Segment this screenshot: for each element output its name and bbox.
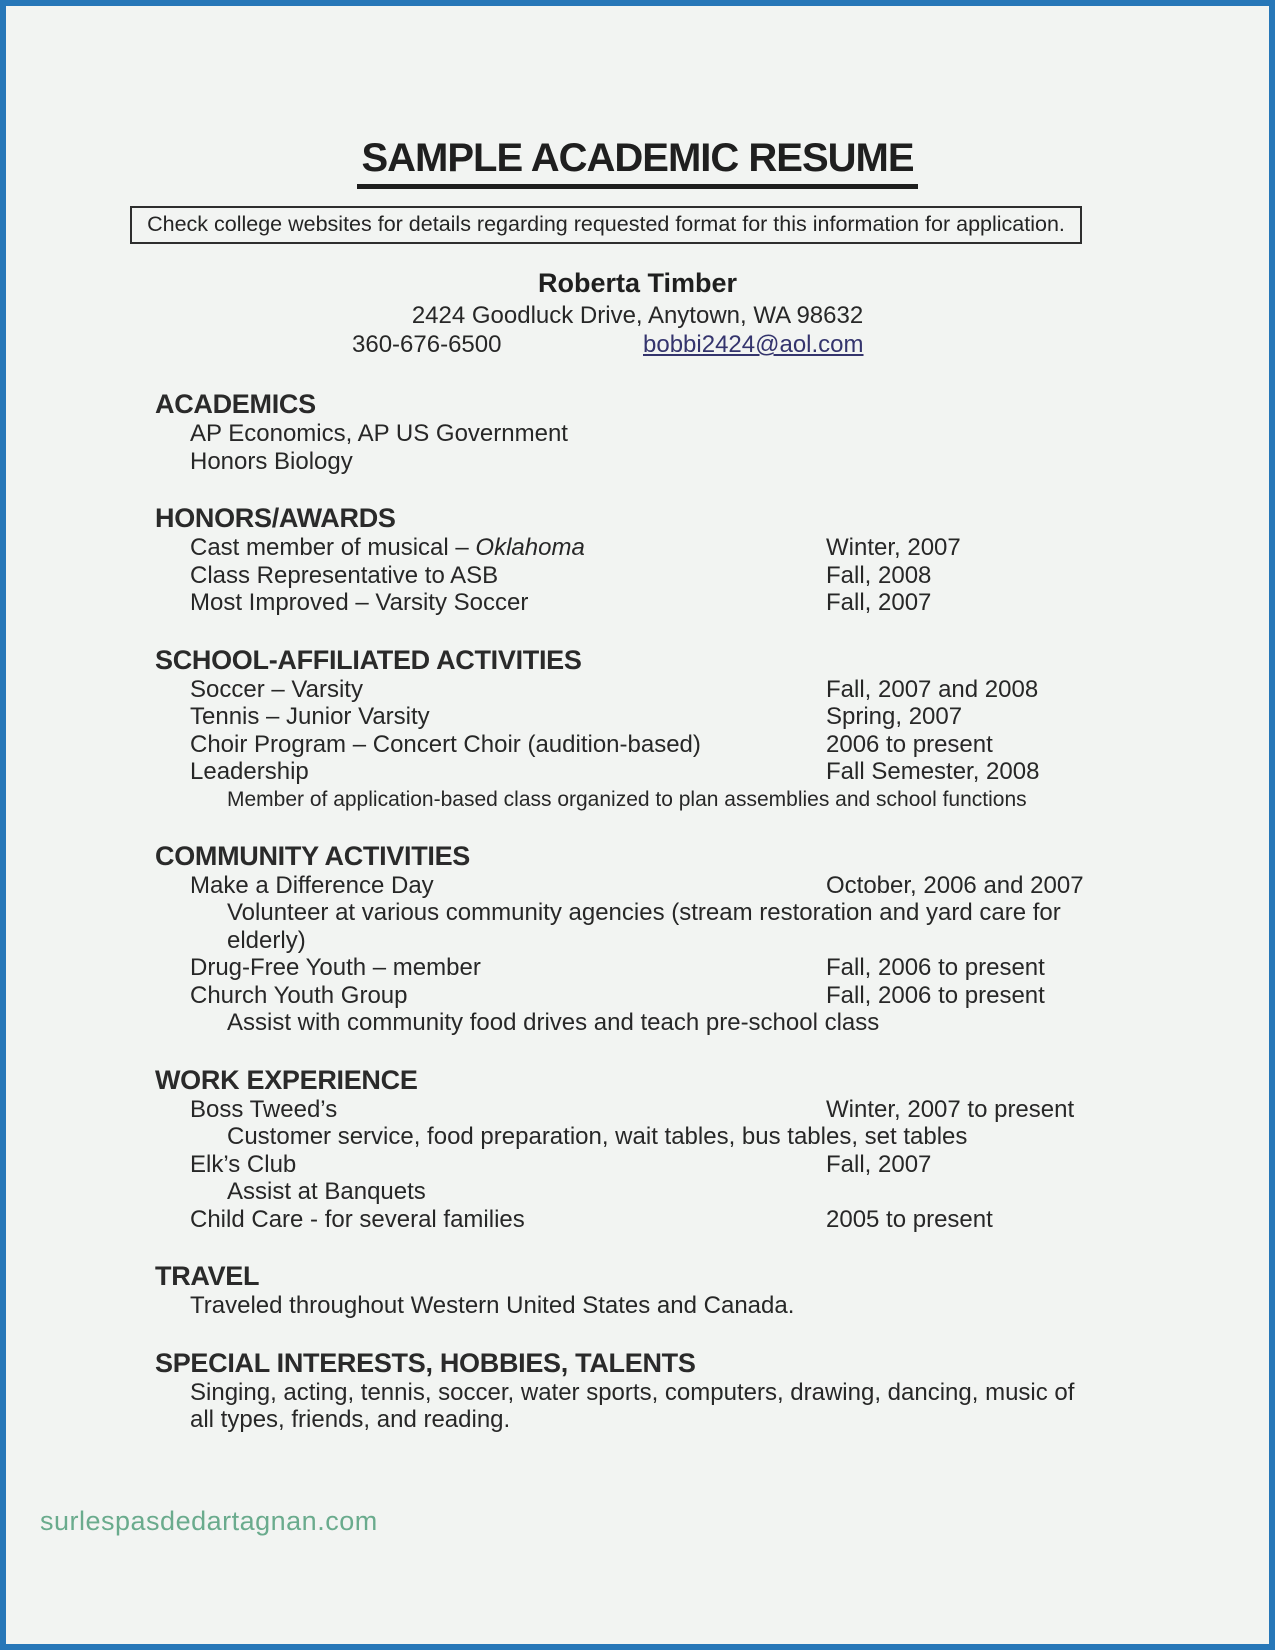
row-text: AP Economics, AP US Government bbox=[190, 420, 568, 447]
resume-row bbox=[6, 1292, 1269, 1320]
section-rows bbox=[6, 1379, 1269, 1434]
section-rows bbox=[6, 872, 1269, 1037]
row-text: Soccer – Varsity bbox=[190, 675, 363, 703]
section-heading: COMMUNITY ACTIVITIES bbox=[155, 840, 471, 871]
row-date: October, 2006 and 2007 bbox=[826, 871, 1084, 899]
resume-row bbox=[6, 448, 1269, 476]
note-text: Check college websites for details regarding requested format for this information for application. bbox=[147, 212, 1065, 236]
resume-section bbox=[6, 502, 1269, 617]
row-text: Church Youth Group bbox=[190, 981, 408, 1009]
section-rows bbox=[6, 1096, 1269, 1234]
row-text: Honors Biology bbox=[190, 447, 353, 475]
section-heading: SCHOOL-AFFILIATED ACTIVITIES bbox=[155, 644, 582, 675]
resume-row bbox=[6, 731, 1269, 759]
resume-row bbox=[6, 420, 1269, 448]
section-rows bbox=[6, 534, 1269, 617]
resume-row bbox=[6, 1379, 1269, 1434]
row-text: Choir Program – Concert Choir (audition-based) bbox=[190, 730, 701, 758]
section-heading: SPECIAL INTERESTS, HOBBIES, TALENTS bbox=[155, 1347, 696, 1378]
row-date: Winter, 2007 to present bbox=[826, 1095, 1075, 1123]
section-rows bbox=[6, 420, 1269, 475]
row-text: Drug-Free Youth – member bbox=[190, 954, 481, 981]
row-date: Fall, 2006 to present bbox=[826, 981, 1045, 1009]
row-text: Make a Difference Day bbox=[190, 871, 434, 899]
section-rows bbox=[6, 1292, 1269, 1320]
resume-section bbox=[6, 644, 1269, 813]
section-heading: HONORS/AWARDS bbox=[155, 503, 396, 533]
resume-row bbox=[6, 1206, 1269, 1234]
section-rows bbox=[6, 676, 1269, 813]
row-date: 2005 to present bbox=[826, 1205, 993, 1233]
resume-row bbox=[6, 954, 1269, 982]
section-heading: ACADEMICS bbox=[155, 389, 316, 419]
note-box bbox=[130, 206, 1082, 244]
row-text: Customer service, food preparation, wait tables, bus tables, set tables bbox=[227, 1123, 968, 1150]
row-date: Winter, 2007 bbox=[826, 534, 961, 561]
contact-address: 2424 Goodluck Drive, Anytown, WA 98632 bbox=[411, 302, 864, 329]
resume-section bbox=[6, 1260, 1269, 1320]
row-text: Member of application-based class organized to plan assemblies and school functions bbox=[227, 787, 1027, 811]
row-text: Most Improved – Varsity Soccer bbox=[190, 589, 529, 616]
contact-name: Roberta Timber bbox=[537, 268, 738, 298]
resume-row bbox=[6, 758, 1269, 786]
resume-row bbox=[6, 1096, 1269, 1124]
row-text: Assist with community food drives and teach pre-school class bbox=[227, 1009, 880, 1036]
resume-row bbox=[6, 1123, 1269, 1151]
row-date: Fall, 2008 bbox=[826, 561, 932, 589]
row-text: Volunteer at various community agencies (stream restoration and yard care for elderly) bbox=[227, 899, 1061, 954]
contact-phone: 360-676-6500 bbox=[352, 331, 502, 358]
row-date: Spring, 2007 bbox=[826, 703, 963, 730]
resume-row bbox=[6, 899, 1269, 954]
resume-row bbox=[6, 589, 1269, 617]
resume-row bbox=[6, 786, 1269, 813]
row-text: Singing, acting, tennis, soccer, water sports, computers, drawing, dancing, music of all types, friends, and reading. bbox=[190, 1378, 1075, 1433]
resume-row bbox=[6, 982, 1269, 1010]
row-date: Fall, 2006 to present bbox=[826, 954, 1045, 981]
row-text: Class Representative to ASB bbox=[190, 561, 499, 589]
contact-row bbox=[6, 331, 1269, 361]
resume-row bbox=[6, 676, 1269, 704]
watermark-text: surlespasdedartagnan.com bbox=[40, 1506, 378, 1536]
row-date: Fall Semester, 2008 bbox=[826, 758, 1040, 785]
row-text: Assist at Banquets bbox=[227, 1178, 426, 1205]
resume-section bbox=[6, 1347, 1269, 1434]
resume-row bbox=[6, 703, 1269, 731]
resume-row bbox=[6, 562, 1269, 590]
resume-section bbox=[6, 1064, 1269, 1234]
row-text: Tennis – Junior Varsity bbox=[190, 703, 430, 730]
resume-section bbox=[6, 840, 1269, 1037]
resume-row bbox=[6, 872, 1269, 900]
row-text: Child Care - for several families bbox=[190, 1205, 525, 1233]
row-date: Fall, 2007 bbox=[826, 1150, 932, 1178]
resume-row bbox=[6, 1151, 1269, 1179]
row-text: Boss Tweed’s bbox=[190, 1095, 338, 1123]
section-heading: TRAVEL bbox=[155, 1261, 260, 1291]
italic-title: Oklahoma bbox=[475, 534, 585, 561]
page-title: SAMPLE ACADEMIC RESUME bbox=[357, 136, 917, 189]
row-text: Cast member of musical – Oklahoma bbox=[190, 534, 585, 561]
resume-section bbox=[6, 388, 1269, 475]
row-date: Fall, 2007 bbox=[826, 589, 932, 616]
title-wrap bbox=[6, 136, 1269, 189]
sections-container bbox=[6, 388, 1269, 1434]
row-text: Traveled throughout Western United States and Canada. bbox=[190, 1292, 795, 1319]
resume-row bbox=[6, 1009, 1269, 1037]
row-text: Elk’s Club bbox=[190, 1150, 297, 1178]
resume-row bbox=[6, 1178, 1269, 1206]
row-text: Leadership bbox=[190, 758, 309, 785]
resume-row bbox=[6, 534, 1269, 562]
row-date: Fall, 2007 and 2008 bbox=[826, 675, 1039, 703]
contact-email-link[interactable]: bobbi2424@aol.com bbox=[643, 331, 864, 358]
row-date: 2006 to present bbox=[826, 730, 993, 758]
section-heading: WORK EXPERIENCE bbox=[155, 1064, 418, 1095]
